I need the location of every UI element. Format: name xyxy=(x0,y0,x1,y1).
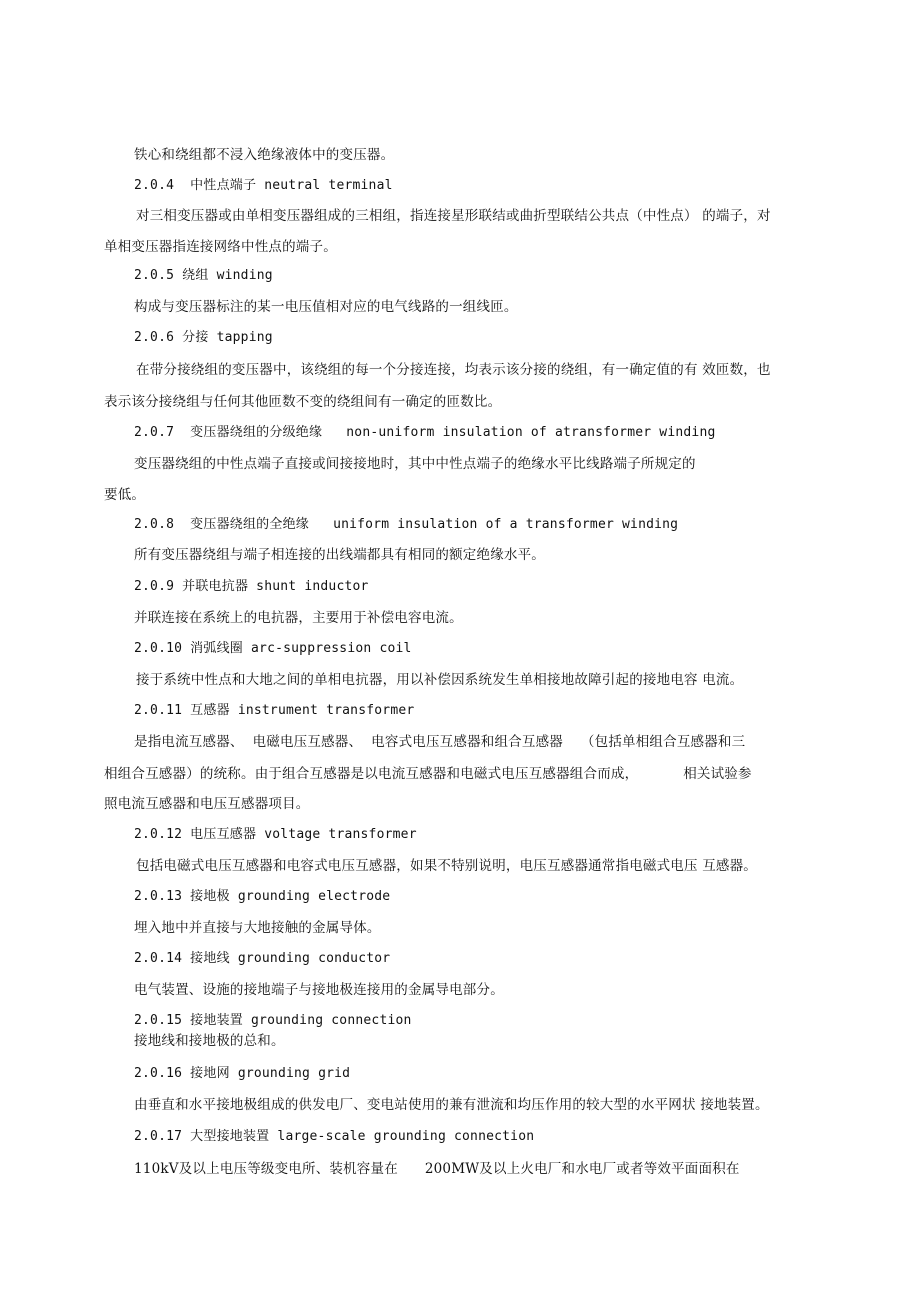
term-heading: 2.0.5 绕组 winding xyxy=(134,268,273,283)
paragraph-line: 照电流互感器和电压互感器项目。 xyxy=(104,796,310,812)
term-heading: 2.0.14 接地线 grounding conductor xyxy=(134,951,391,966)
paragraph-line: 接于系统中性点和大地之间的单相电抗器，用以补偿因系统发生单相接地故障引起的接地电容 电流。 xyxy=(136,672,744,688)
paragraph-line: 在带分接绕组的变压器中，该绕组的每一个分接连接，均表示该分接的绕组，有一确定值的有 效匝数，也 xyxy=(136,362,771,378)
paragraph-line: 所有变压器绕组与端子相连接的出线端都具有相同的额定绝缘水平。 xyxy=(134,547,545,563)
paragraph-line: 并联连接在系统上的电抗器，主要用于补偿电容电流。 xyxy=(134,610,463,626)
term-heading: 2.0.16 接地网 grounding grid xyxy=(134,1066,351,1081)
paragraph-line: 是指电流互感器、 电磁电压互感器、 电容式电压互感器和组合互感器 （包括单相组合互感器和三 xyxy=(134,734,746,750)
term-heading: 2.0.8 变压器绕组的全绝缘 uniform insulation of a transformer winding xyxy=(134,517,679,532)
paragraph-line: 对三相变压器或由单相变压器组成的三相组，指连接星形联结或曲折型联结公共点（中性点） 的端子，对 xyxy=(136,208,771,224)
paragraph-line: 110kV及以上电压等级变电所、装机容量在 200MW及以上火电厂和水电厂或者等效平面面积在 xyxy=(134,1161,740,1177)
term-heading: 2.0.17 大型接地装置 large-scale grounding connection xyxy=(134,1129,535,1144)
paragraph-line: 表示该分接绕组与任何其他匝数不变的绕组间有一确定的匝数比。 xyxy=(104,394,502,410)
paragraph-line: 铁心和绕组都不浸入绝缘液体中的变压器。 xyxy=(134,147,395,163)
paragraph-line: 埋入地中并直接与大地接触的金属导体。 xyxy=(134,920,381,936)
paragraph-line: 电气装置、设施的接地端子与接地极连接用的金属导电部分。 xyxy=(134,982,504,998)
paragraph-line: 相组合互感器）的统称。由于组合互感器是以电流互感器和电磁式电压互感器组合而成， 相关试验参 xyxy=(104,766,752,782)
term-heading: 2.0.13 接地极 grounding electrode xyxy=(134,889,391,904)
term-heading: 2.0.15 接地装置 grounding connection xyxy=(134,1013,412,1028)
term-heading: 2.0.11 互感器 instrument transformer xyxy=(134,703,415,718)
term-heading: 2.0.6 分接 tapping xyxy=(134,330,273,345)
term-heading: 2.0.12 电压互感器 voltage transformer xyxy=(134,827,417,842)
term-heading: 2.0.9 并联电抗器 shunt inductor xyxy=(134,579,369,594)
paragraph-line: 要低。 xyxy=(104,487,146,503)
paragraph-line: 接地线和接地极的总和。 xyxy=(134,1033,285,1049)
term-heading: 2.0.10 消弧线圈 arc-suppression coil xyxy=(134,641,412,656)
paragraph-line: 包括电磁式电压互感器和电容式电压互感器，如果不特别说明，电压互感器通常指电磁式电压 互感器。 xyxy=(136,858,757,874)
paragraph-line: 变压器绕组的中性点端子直接或间接接地时，其中中性点端子的绝缘水平比线路端子所规定的 xyxy=(134,456,696,472)
paragraph-line: 单相变压器指连接网络中性点的端子。 xyxy=(104,239,337,255)
term-heading: 2.0.7 变压器绕组的分级绝缘 non-uniform insulation of atransformer winding xyxy=(134,425,716,440)
paragraph-line: 构成与变压器标注的某一电压值相对应的电气线路的一组线匝。 xyxy=(134,299,518,315)
term-heading: 2.0.4 中性点端子 neutral terminal xyxy=(134,178,393,193)
paragraph-line: 由垂直和水平接地极组成的供发电厂、变电站使用的兼有泄流和均压作用的较大型的水平网状 接地装置。 xyxy=(134,1097,769,1113)
